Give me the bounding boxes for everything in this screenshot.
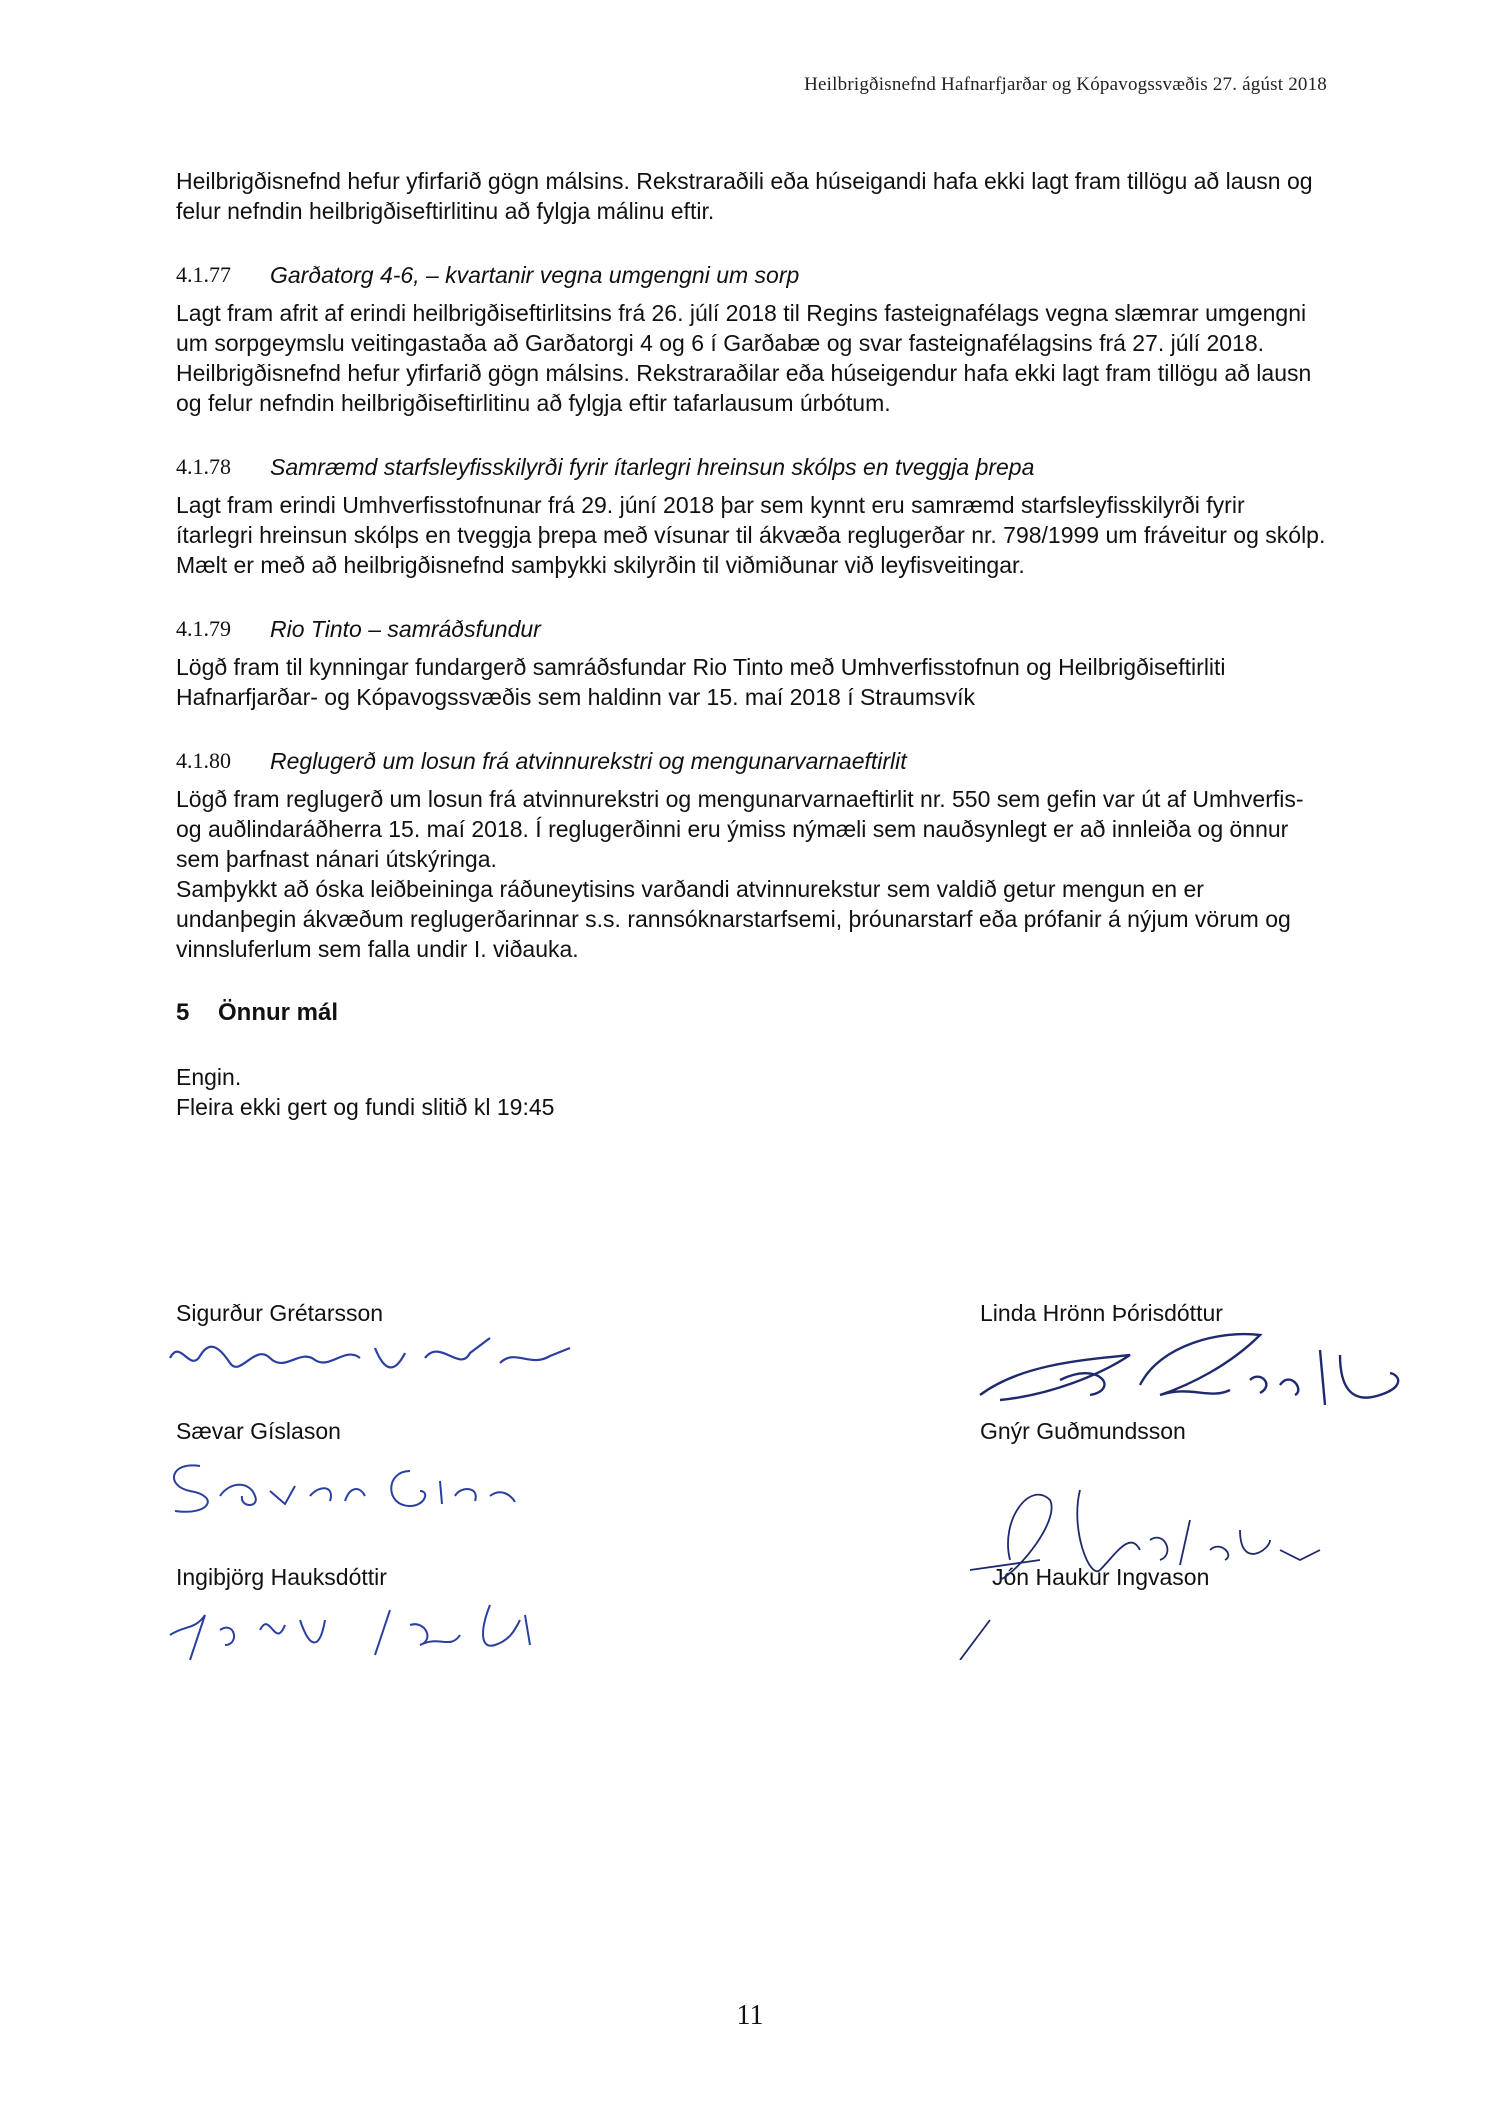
agenda-item-4-1-77	[176, 260, 1326, 418]
closing-statement: Fleira ekki gert og fundi slitið kl 19:45	[176, 1094, 555, 1120]
section-number: 5	[176, 999, 190, 1026]
item-paragraph: Lagt fram erindi Umhverfisstofnunar frá 29. júní 2018 þar sem kynnt eru samræmd starfsleyfisskilyrði fyrir ítarlegri hreinsun skólps en tveggja þrepa með vísunar til ákvæða reglugerðar nr. 798/1999 um fráveitur og skólp.	[176, 492, 1326, 548]
item-paragraph: Heilbrigðisnefnd hefur yfirfarið gögn málsins. Rekstraraðilar eða húseigendur hafa ekki lagt fram tillögu að lausn og felur nefndin heilbrigðiseftirlitinu að fylgja eftir tafarlausum úrbótum.	[176, 360, 1312, 416]
intro-block	[176, 166, 1326, 226]
document-body	[176, 166, 1326, 1122]
item-number: 4.1.79	[176, 616, 231, 641]
handwritten-signature	[160, 1446, 520, 1526]
signatory-name-right-1: Linda Hrönn Þórisdóttur	[980, 1300, 1223, 1326]
item-paragraph: Lögð fram til kynningar fundargerð samráðsfundar Rio Tinto með Umhverfisstofnun og Heilbrigðiseftirliti Hafnarfjarðar- og Kópavogssvæðis sem haldinn var 15. maí 2018 í Straumsvík	[176, 654, 1226, 710]
handwritten-signature	[150, 1590, 550, 1670]
item-title: Reglugerð um losun frá atvinnurekstri og mengunarvarnaeftirlit	[270, 748, 907, 774]
item-heading	[176, 614, 1326, 644]
signatory-name-right-2: Gnýr Guðmundsson	[980, 1418, 1186, 1444]
agenda-item-4-1-80	[176, 746, 1326, 964]
item-heading	[176, 452, 1326, 482]
running-header: Heilbrigðisnefnd Hafnarfjarðar og Kópavogssvæðis 27. ágúst 2018	[804, 74, 1327, 95]
handwritten-signature	[160, 1318, 580, 1388]
item-number: 4.1.77	[176, 262, 231, 287]
handwritten-signature	[940, 1460, 1360, 1660]
handwritten-signature	[960, 1325, 1420, 1435]
intro-paragraph: Heilbrigðisnefnd hefur yfirfarið gögn málsins. Rekstraraðili eða húseigandi hafa ekki lagt fram tillögu að lausn og felur nefndin heilbrigðiseftirlitinu að fylgja málinu eftir.	[176, 168, 1313, 224]
item-title: Garðatorg 4-6, – kvartanir vegna umgengni um sorp	[270, 262, 800, 288]
signatory-name-left-1: Sigurður Grétarsson	[176, 1300, 384, 1326]
item-number: 4.1.78	[176, 454, 231, 479]
item-paragraph: Mælt er með að heilbrigðisnefnd samþykki skilyrðin til viðmiðunar við leyfisveitingar.	[176, 552, 1025, 578]
agenda-item-4-1-78	[176, 452, 1326, 580]
item-paragraph: Samþykkt að óska leiðbeininga ráðuneytisins varðandi atvinnurekstur sem valdið getur mengun en er undanþegin ákvæðum reglugerðarinnar s.s. rannsóknarstarfsemi, þróunarstarf eða prófanir á nýjum vörum og vinnsluferlum sem falla undir I. viðauka.	[176, 876, 1291, 962]
agenda-item-4-1-79	[176, 614, 1326, 712]
item-title: Samræmd starfsleyfisskilyrði fyrir ítarlegri hreinsun skólps en tveggja þrepa	[270, 454, 1035, 480]
signatory-name-left-3: Ingibjörg Hauksdóttir	[176, 1564, 387, 1590]
signatory-name-left-2: Sævar Gíslason	[176, 1418, 341, 1444]
item-heading	[176, 260, 1326, 290]
item-number: 4.1.80	[176, 748, 231, 773]
signatory-name-right-3: Jón Haukur Ingvason	[992, 1564, 1210, 1590]
item-paragraph: Lagt fram afrit af erindi heilbrigðiseftirlitsins frá 26. júlí 2018 til Regins fasteignafélags vegna slæmrar umgengni um sorpgeymslu veitingastaða að Garðatorgi 4 og 6 í Garðabæ og svar fasteignafélagsins frá 27. júlí 2018.	[176, 300, 1307, 356]
section-body: Engin.	[176, 1064, 242, 1090]
section-title: Önnur mál	[218, 999, 339, 1026]
item-title: Rio Tinto – samráðsfundur	[270, 616, 541, 642]
section-heading	[176, 998, 1326, 1028]
item-heading	[176, 746, 1326, 776]
item-paragraph: Lögð fram reglugerð um losun frá atvinnurekstri og mengunarvarnaeftirlit nr. 550 sem gefin var út af Umhverfis- og auðlindaráðherra 15. maí 2018. Í reglugerðinni eru ýmiss nýmæli sem nauðsynlegt er að innleiða og önnur sem þarfnast nánari útskýringa.	[176, 786, 1304, 872]
page-number: 11	[736, 2000, 764, 2031]
